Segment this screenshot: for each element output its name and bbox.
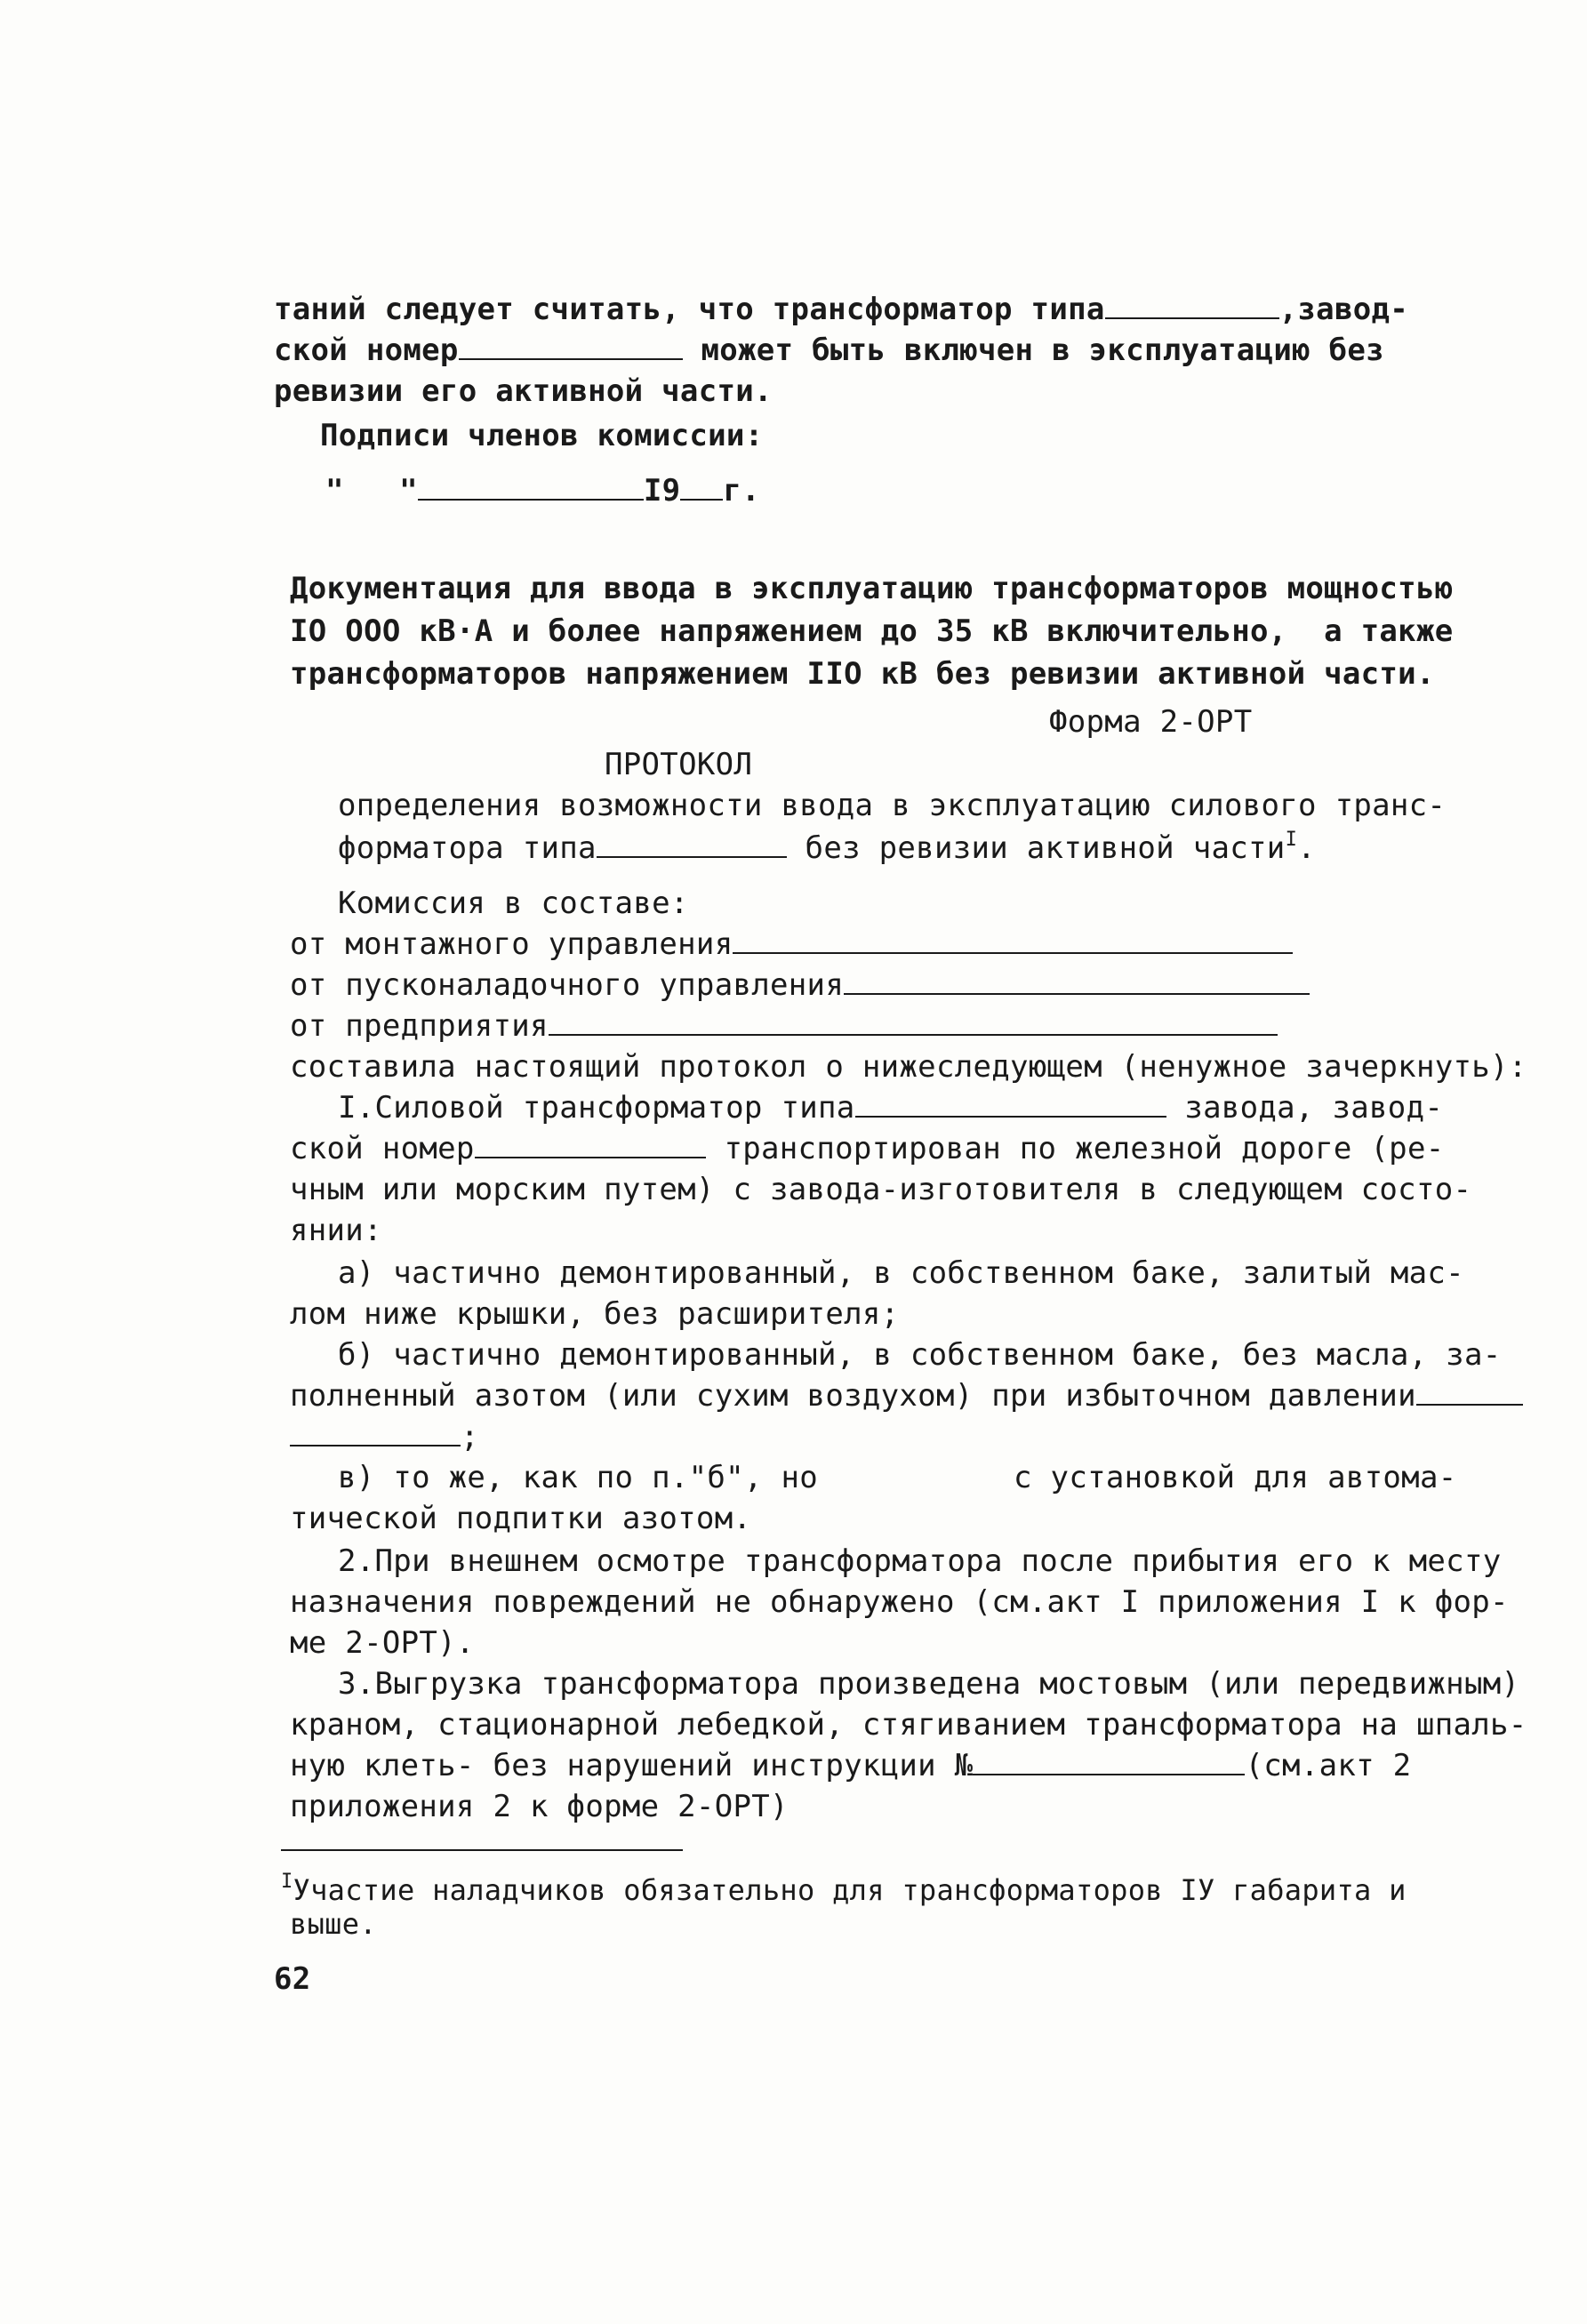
form-label: Форма 2-ОРТ [1049, 704, 1253, 740]
text-line: ную клеть- без нарушений инструкции № (см.акт 2 [290, 1748, 1412, 1783]
text-line: чным или морским путем) с завода-изготовителя в следующем состо- [290, 1172, 1472, 1207]
blank-field [597, 829, 787, 858]
page-number: 62 [274, 1961, 311, 1997]
text-line: ме 2-ОРТ). [290, 1625, 475, 1661]
text-line: а) частично демонтированный, в собственном баке, залитый мас- [338, 1255, 1464, 1291]
text-line: 3.Выгрузка трансформатора произведена мостовым (или передвижным) [338, 1666, 1520, 1702]
signatures-label: Подписи членов комиссии: [320, 418, 764, 453]
text-line: I.Силовой трансформатор типа завода, завод- [338, 1090, 1444, 1126]
text-line: янии: [290, 1213, 382, 1248]
text-line: IO OOO кВ·А и более напряжением до 35 кВ включительно, а также [290, 613, 1454, 649]
blank-field [1416, 1377, 1523, 1406]
blank-field [680, 472, 723, 501]
protocol-title: ПРОТОКОЛ [605, 747, 753, 782]
commission-heading: Комиссия в составе: [338, 886, 689, 921]
blank-field [459, 332, 683, 360]
blank-field [1105, 291, 1279, 319]
text-line: приложения 2 к форме 2-ОРТ) [290, 1789, 789, 1824]
text-line: в) то же, как по п."б", но с установкой для автома- [338, 1460, 1457, 1495]
footnote-text: $^I$Участие наладчиков обязательно для трансформаторов IУ габарита и [281, 1871, 1407, 1907]
blank-field [549, 1007, 1278, 1036]
text-line: ской номер транспортирован по железной дороге (ре- [290, 1131, 1445, 1166]
text-line: от предприятия [290, 1006, 1278, 1046]
blank-field [844, 966, 1310, 995]
blank-field [973, 1747, 1245, 1775]
text-line: трансформаторов напряжением IIO кВ без ревизии активной части. [290, 656, 1435, 692]
text-line: ; [290, 1417, 479, 1456]
text-line: таний следует считать, что трансформатор типа ,завод- [274, 292, 1409, 327]
text-line: краном, стационарной лебедкой, стягиванием трансформатора на шпаль- [290, 1707, 1527, 1743]
blank-field [855, 1089, 1166, 1118]
text-line: тической подпитки азотом. [290, 1501, 752, 1536]
text-line: ревизии его активной части. [274, 373, 773, 409]
text-line: 2.При внешнем осмотре трансформатора после прибытия его к месту [338, 1543, 1502, 1579]
footnote-ref: I [1285, 829, 1298, 851]
text-line: форматора типа без ревизии активной части$^I$. [338, 829, 1316, 866]
text-line: лом ниже крышки, без расширителя; [290, 1296, 900, 1332]
footnote-divider [281, 1849, 683, 1851]
text-line: ской номер может быть включен в эксплуатацию без [274, 333, 1384, 368]
blank-field [418, 472, 644, 501]
text-line: определения возможности ввода в эксплуатацию силового транс- [338, 788, 1447, 823]
blank-field [475, 1130, 706, 1158]
text-line: полненный азотом (или сухим воздухом) при избыточном давлении [290, 1376, 1523, 1415]
text-line: составила настоящий протокол о нижеследующем (ненужное зачеркнуть): [290, 1049, 1527, 1085]
text-line: назначения повреждений не обнаружено (см.акт I приложения I к фор- [290, 1584, 1509, 1620]
date-line: " " I9 г. [325, 473, 760, 509]
text-line: от пусконаладочного управления [290, 966, 1310, 1005]
text-line: от монтажного управления [290, 925, 1293, 964]
text-line: б) частично демонтированный, в собственном баке, без масла, за- [338, 1337, 1502, 1373]
blank-field [290, 1418, 461, 1446]
footnote-text: выше. [290, 1907, 377, 1941]
blank-field [733, 926, 1293, 954]
text-line: Документация для ввода в эксплуатацию трансформаторов мощностью [290, 571, 1454, 606]
